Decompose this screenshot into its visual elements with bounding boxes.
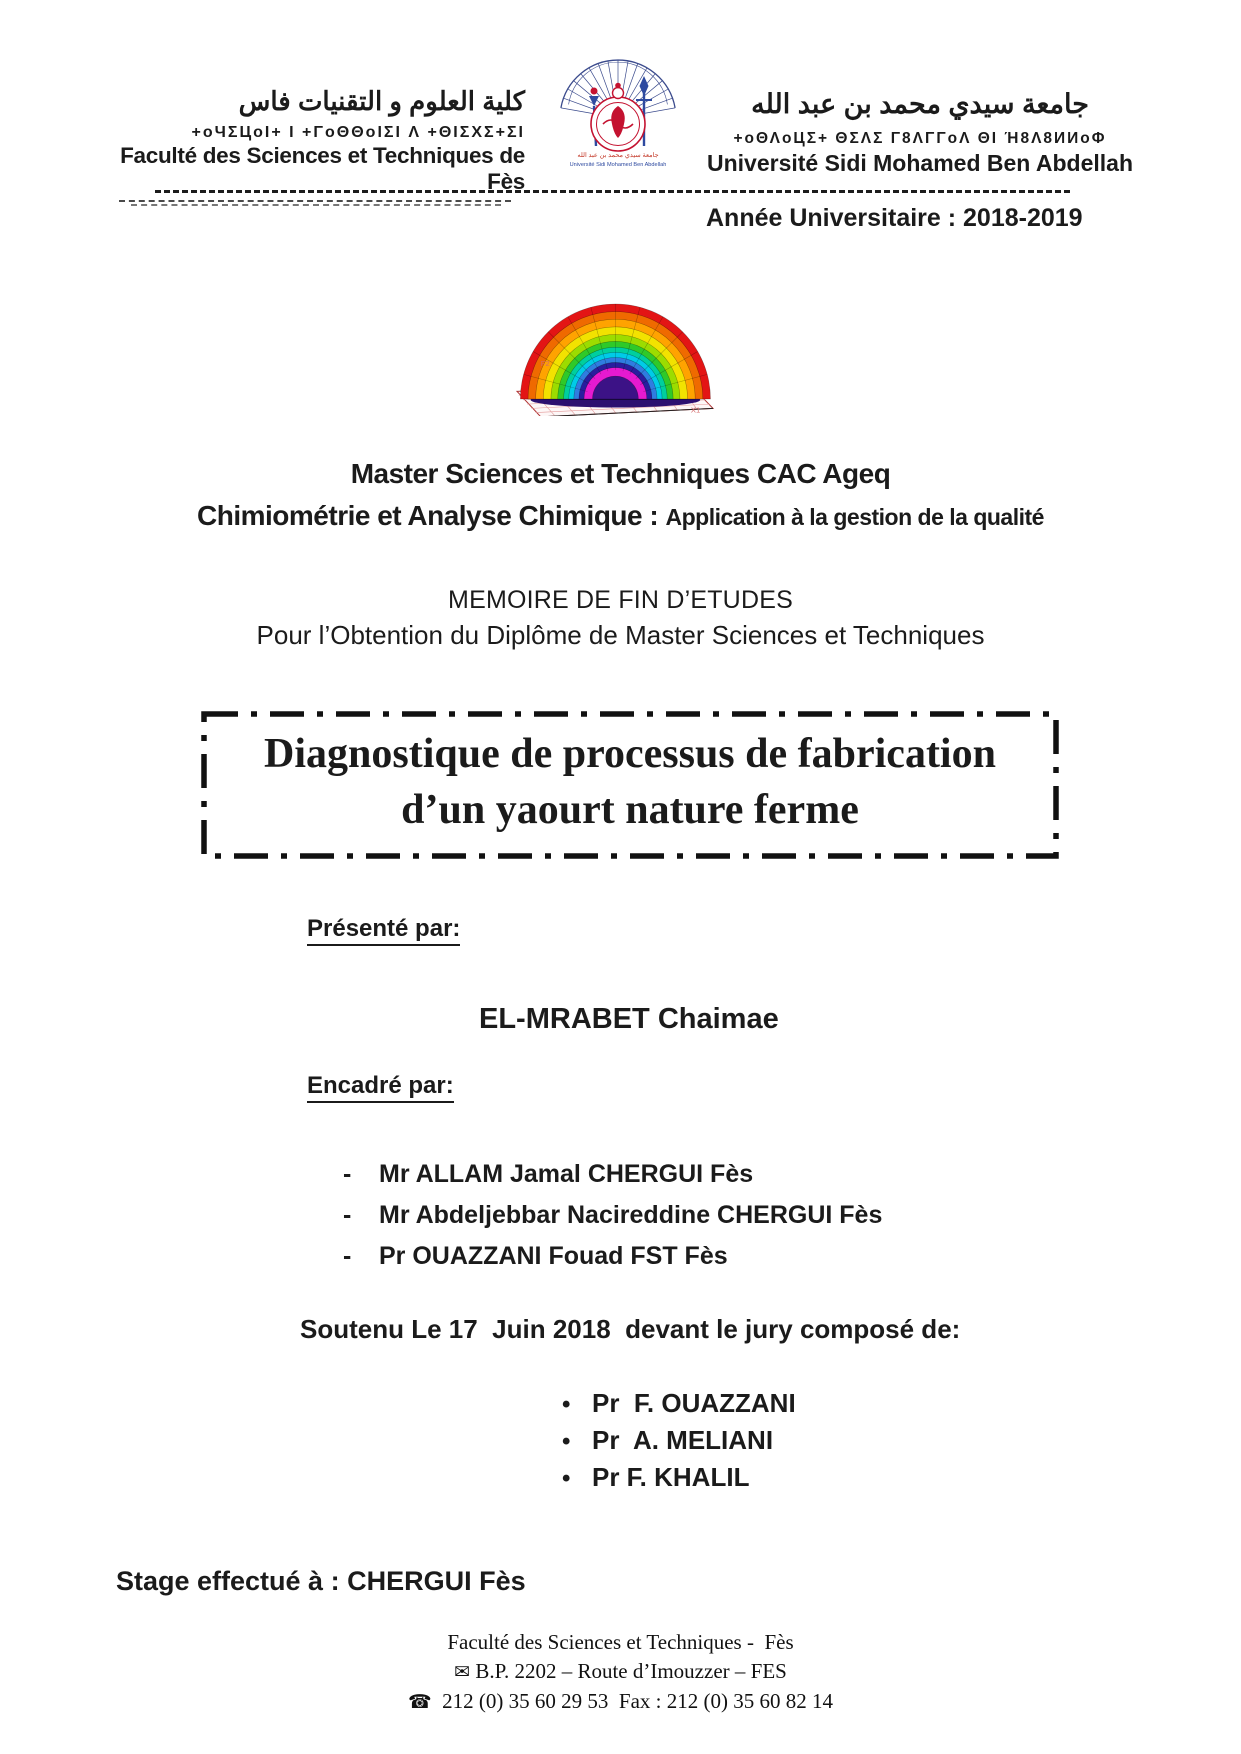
header-divider (155, 190, 1070, 193)
supervised-by-section (307, 1072, 454, 1100)
surface-plot-figure (515, 276, 715, 416)
master-program-line: Master Sciences et Techniques CAC Ageq (350, 458, 891, 489)
bullet-marker: • (562, 1465, 571, 1492)
supervised-by-label: Encadré par: (307, 1072, 454, 1103)
university-header-block (690, 88, 1150, 177)
specialty-subtitle-text: Application à la gestion de la qualité (665, 504, 1044, 530)
university-name-french: Université Sidi Mohamed Ben Abdellah (706, 150, 1133, 176)
university-name-tifinagh: +oΘΛoЦΣ+ ΘΣΛΣ Γ8ΛΓΓoΛ ΘI Ή8Λ8ИИoΦ (733, 130, 1107, 147)
footer-phone-text: 212 (0) 35 60 29 53 Fax : 212 (0) 35 60 82 14 (431, 1689, 833, 1713)
university-logo-emblem (548, 40, 688, 168)
logo-torch-flame (591, 88, 598, 95)
faculty-name-french: Faculté des Sciences et Techniques de Fès (120, 143, 525, 194)
jury-member-name: Pr A. MELIANI (592, 1425, 774, 1455)
surface-plot (515, 276, 715, 416)
mail-icon: ✉ (454, 1662, 471, 1683)
memoire-line: MEMOIRE DE FIN D’ETUDES (448, 586, 793, 614)
thesis-title (200, 726, 1060, 838)
bullet-marker: • (562, 1391, 571, 1418)
jury-member (562, 1388, 796, 1425)
footer-phone-line (0, 1687, 1241, 1717)
presented-by-label: Présenté par: (307, 915, 460, 946)
footer-contact-block (0, 1628, 1241, 1717)
dash-marker: - (343, 1242, 352, 1270)
logo-caption-arabic: جامعة سيدي محمد بن عبد الله (577, 152, 659, 159)
faculty-underline (119, 200, 511, 202)
faculty-underline-2 (131, 204, 501, 206)
university-logo (548, 40, 688, 168)
supervisor-item (343, 1201, 882, 1242)
footer-address-line (0, 1657, 1241, 1687)
dash-marker: - (343, 1201, 352, 1229)
footer-faculty-line: Faculté des Sciences et Techniques - Fès (447, 1630, 794, 1654)
logo-crown-circle (613, 88, 624, 99)
supervisor-item (343, 1160, 882, 1201)
jury-member-name: Pr F. KHALIL (592, 1462, 750, 1492)
presented-by-section (307, 915, 460, 943)
supervisor-item (343, 1242, 882, 1283)
thesis-title-box (200, 710, 1060, 860)
plot-z-axis-label: F2 (540, 358, 550, 368)
bullet-marker: • (562, 1428, 571, 1455)
student-name: EL-MRABET Chaimae (479, 1003, 779, 1035)
defense-intro-line: Soutenu Le 17 Juin 2018 devant le jury composé de: (300, 1314, 961, 1344)
thesis-title-line2: d’un yaourt nature ferme (401, 787, 859, 833)
footer-address-text: B.P. 2202 – Route d’Imouzzer – FES (470, 1659, 787, 1683)
jury-member (562, 1462, 796, 1499)
obtention-line: Pour l’Obtention du Diplôme de Master Sciences et Techniques (256, 620, 985, 650)
specialty-strong-text: Chimiométrie et Analyse Chimique : (197, 500, 666, 531)
faculty-name-tifinagh: +oЧΣЦoI+ I +ΓoΘΘoIΣI Λ +ΘIΣΧΣ+ΣI (191, 124, 525, 141)
university-name-arabic: جامعة سيدي محمد بن عبد الله (751, 89, 1089, 119)
program-specialty-line (0, 500, 1241, 532)
logo-caption-latin: Université Sidi Mohamed Ben Abdellah (569, 162, 667, 168)
logo-crown-dot (615, 83, 621, 89)
jury-member (562, 1425, 796, 1462)
dash-marker: - (343, 1160, 352, 1188)
jury-list (562, 1388, 796, 1499)
supervisor-name: Mr ALLAM Jamal CHERGUI Fès (379, 1160, 754, 1188)
phone-icon: ☎ (408, 1692, 432, 1713)
jury-member-name: Pr F. OUAZZANI (592, 1388, 796, 1418)
supervisors-list (343, 1160, 882, 1283)
supervisor-name: Pr OUAZZANI Fouad FST Fès (379, 1242, 728, 1270)
supervisor-name: Mr Abdeljebbar Nacireddine CHERGUI Fès (379, 1201, 883, 1229)
plot-x-axis-label: X1 (690, 405, 701, 415)
academic-year: Année Universitaire : 2018-2019 (706, 204, 1083, 232)
faculty-name-arabic: كلية العلوم و التقنيات فاس (238, 86, 525, 116)
faculty-header-block (95, 86, 525, 206)
internship-line: Stage effectué à : CHERGUI Fès (116, 1566, 526, 1596)
thesis-title-line1: Diagnostique de processus de fabrication (264, 731, 996, 777)
